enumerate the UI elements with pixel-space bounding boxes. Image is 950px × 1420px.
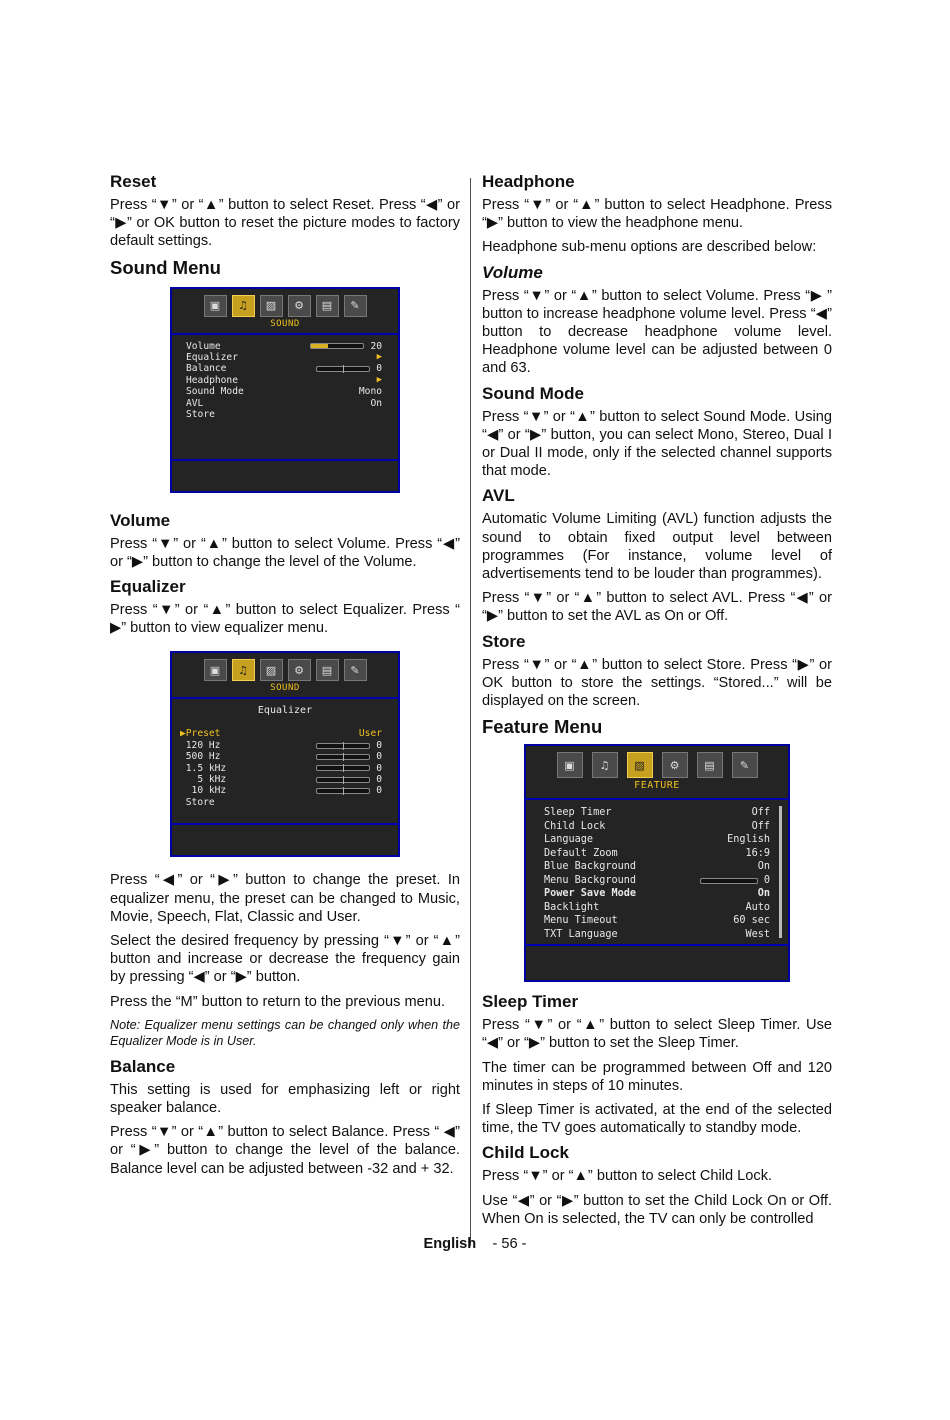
tools-icon: ✎ — [344, 295, 367, 317]
frequency-text: Select the desired frequency by pressing “▼” or “▲” button and increase or decrease the frequency gain by pressing “◀” or “▶” button. — [110, 933, 460, 986]
equalizer-osd — [170, 651, 400, 857]
headphone-heading: Headphone — [482, 172, 575, 191]
sound-menu-rows — [186, 341, 382, 421]
feature-icon: ▨ — [627, 752, 653, 778]
osd-row-1-5khz: 1.5 kHz 0 — [180, 762, 382, 774]
osd-divider — [172, 333, 398, 335]
tools-icon: ✎ — [344, 659, 367, 681]
osd-row-500hz: 500 Hz 0 — [180, 751, 382, 763]
picture-icon: ▣ — [204, 295, 227, 317]
feature-icon: ▨ — [260, 295, 283, 317]
sleep-timer-heading: Sleep Timer — [482, 992, 579, 1012]
osd-scrollbar — [779, 806, 782, 938]
m-button-text: Press the “M” button to return to the previous menu. — [110, 993, 446, 1010]
equalizer-rows — [180, 728, 382, 808]
osd-row-120hz: 120 Hz 0 — [180, 739, 382, 751]
reset-text: Press “▼” or “▲” button to select Reset. Press “◀” or “▶” or OK button to reset the picture modes to factory default settings. — [110, 197, 460, 250]
osd-row-sound-mode: Sound Mode Mono — [186, 386, 382, 398]
sound-mode-heading: Sound Mode — [482, 383, 584, 403]
preset-text: Press “◀” or “▶” button to change the preset. In equalizer menu, the preset can be changed to Music, Movie, Speech, Flat, Classic and User. — [110, 872, 460, 925]
osd-row-store: Store — [186, 409, 215, 421]
osd-divider — [172, 459, 398, 461]
picture-icon: ▣ — [557, 752, 583, 778]
osd-divider — [172, 697, 398, 699]
sound-icon: ♫ — [232, 295, 255, 317]
sound-icon: ♫ — [592, 752, 618, 778]
avl-heading: AVL — [482, 486, 515, 506]
volume-heading: Volume — [110, 510, 171, 530]
sleep-timer-text-1: Press “▼” or “▲” button to select Sleep Timer. Use “◀” or “▶” button to set the Sleep Timer. — [482, 1017, 832, 1052]
headphone-text: Press “▼” or “▲” button to select Headphone. Press “▶” button to view the headphone menu. — [482, 197, 832, 232]
osd-icon-row — [172, 289, 398, 317]
osd-row-5khz: 5 kHz 0 — [180, 774, 382, 786]
equalizer-text: Press “▼” or “▲” button to select Equalizer. Press “ ▶” button to view equalizer menu. — [110, 602, 460, 637]
left-column — [110, 172, 460, 1184]
sound-menu-heading: Sound Menu — [110, 256, 221, 278]
install-icon: ⚙ — [662, 752, 688, 778]
equalizer-heading: Equalizer — [110, 577, 186, 597]
source-icon: ▤ — [316, 659, 339, 681]
source-icon: ▤ — [697, 752, 723, 778]
child-lock-heading: Child Lock — [482, 1143, 569, 1163]
osd-row-backlight: Backlight Auto — [544, 901, 770, 913]
page-footer — [0, 1236, 950, 1252]
osd-icon-row — [526, 746, 788, 778]
install-icon: ⚙ — [288, 659, 311, 681]
equalizer-osd-title: Equalizer — [257, 705, 313, 717]
headphone-volume-heading: Volume — [482, 262, 543, 282]
source-icon: ▤ — [316, 295, 339, 317]
tools-icon: ✎ — [732, 752, 758, 778]
osd-row-equalizer: Equalizer ▶ — [186, 352, 382, 364]
osd-row-child-lock: Child Lock Off — [544, 820, 770, 832]
volume-text: Press “▼” or “▲” button to select Volume. Press “◀” or “▶” button to change the level of the Volume. — [110, 535, 460, 570]
right-column — [482, 172, 832, 1234]
sleep-timer-text-2: The timer can be programmed between Off and 120 minutes in steps of 10 minutes. — [482, 1059, 832, 1094]
footer-language: English — [423, 1236, 477, 1252]
reset-heading: Reset — [110, 172, 157, 191]
osd-divider — [526, 798, 788, 800]
osd-section-label: FEATURE — [634, 780, 680, 792]
feature-menu-rows — [544, 806, 770, 941]
sound-icon: ♫ — [232, 659, 255, 681]
feature-menu-heading: Feature Menu — [482, 716, 603, 738]
osd-section-label: SOUND — [270, 683, 300, 694]
osd-divider — [526, 944, 788, 946]
picture-icon: ▣ — [204, 659, 227, 681]
sleep-timer-text-3: If Sleep Timer is activated, at the end of the selected time, the TV goes automatically to standby mode. — [482, 1102, 832, 1137]
child-lock-text-2: Use “◀” or “▶” button to set the Child Lock On or Off. When On is selected, the TV can only be controlled — [482, 1192, 832, 1227]
install-icon: ⚙ — [288, 295, 311, 317]
store-text: Press “▼” or “▲” button to select Store. Press “▶” or OK button to store the settings. “Stored...” will be displayed on the screen. — [482, 656, 832, 710]
osd-row-menu-background: Menu Background 0 — [544, 874, 770, 886]
sound-mode-text: Press “▼” or “▲” button to select Sound Mode. Using “◀” or “▶” button, you can select Mono, Stereo, Dual I or Dual II mode, only if the selected channel supports that mode. — [482, 408, 832, 480]
osd-row-default-zoom: Default Zoom 16:9 — [544, 847, 770, 859]
osd-row-balance: Balance 0 — [186, 363, 382, 375]
page-number: - 56 - — [492, 1236, 527, 1252]
balance-text-1: This setting is used for emphasizing left or right speaker balance. — [110, 1081, 460, 1117]
column-divider — [470, 178, 471, 1246]
equalizer-note: Note: Equalizer menu settings can be changed only when the Equalizer Mode is in User. — [110, 1017, 460, 1048]
osd-row-sleep-timer: Sleep Timer Off — [544, 807, 770, 819]
osd-section-label: SOUND — [270, 318, 300, 329]
feature-menu-osd — [524, 744, 790, 982]
balance-text-2: Press “▼” or “▲” button to select Balance. Press “ ◀” or “▶” button to change the level of the balance. Balance level can be adjusted between -32 and + 32. — [110, 1124, 460, 1177]
osd-divider — [172, 823, 398, 825]
osd-row-menu-timeout: Menu Timeout 60 sec — [544, 915, 770, 927]
osd-row-preset: ▶Preset User — [180, 728, 382, 740]
osd-row-txt-language: TXT Language West — [544, 928, 770, 940]
child-lock-text-1: Press “▼” or “▲” button to select Child Lock. — [482, 1168, 773, 1185]
osd-row-headphone: Headphone ▶ — [186, 374, 382, 386]
sound-menu-osd — [170, 287, 400, 493]
headphone-sub-text: Headphone sub-menu options are described below: — [482, 239, 817, 256]
store-heading: Store — [482, 631, 526, 651]
avl-text-2: Press “▼” or “▲” button to select AVL. Press “◀” or “▶” button to set the AVL as On or Off. — [482, 590, 832, 625]
headphone-volume-text: Press “▼” or “▲” button to select Volume. Press “▶ ” button to increase headphone volume level. Press “◀” button to decrease headphone volume level. Headphone volume level can be adjusted between 0 and 63. — [482, 287, 832, 377]
osd-row-10khz: 10 kHz 0 — [180, 785, 382, 797]
balance-heading: Balance — [110, 1056, 176, 1076]
osd-row-language: Language English — [544, 834, 770, 846]
avl-text-1: Automatic Volume Limiting (AVL) function adjusts the sound to obtain fixed output level between programmes (For instance, volume level of advertisements tend to be louder than programmes). — [482, 511, 832, 583]
osd-row-volume: Volume 20 — [186, 340, 382, 352]
osd-row-blue-background: Blue Background On — [544, 861, 770, 873]
osd-row-power-save-mode: Power Save Mode On — [544, 888, 770, 900]
osd-row-avl: AVL On — [186, 397, 382, 409]
osd-row-store: Store — [180, 796, 215, 808]
osd-icon-row — [172, 653, 398, 681]
feature-icon: ▨ — [260, 659, 283, 681]
